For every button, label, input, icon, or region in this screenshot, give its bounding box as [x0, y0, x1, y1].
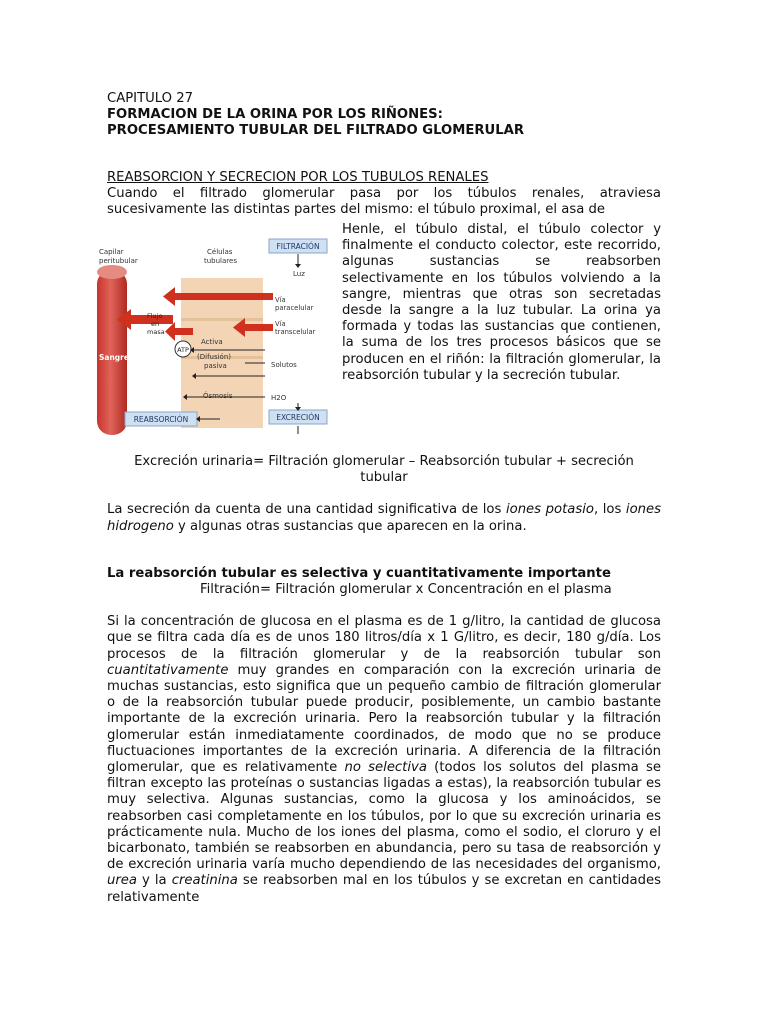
- tubular-transport-figure: [95, 238, 331, 438]
- document-body: [107, 91, 661, 218]
- glucose-text-g: y la: [136, 873, 172, 889]
- sangre-label: Sangre: [99, 353, 129, 362]
- difusion-label: (Difusión): [197, 353, 232, 361]
- secretion-text-a: La secreción da cuenta de una cantidad significativa de los: [107, 502, 506, 518]
- glucose-text-h: creatinina: [171, 873, 238, 889]
- transport-diagram: [95, 238, 331, 438]
- secretion-text-d: iones hidrogeno: [107, 502, 661, 534]
- section-heading-reabsorcion: REABSORCION Y SECRECION POR LOS TUBULOS RENALES: [107, 169, 489, 185]
- document-body-lower: [107, 454, 661, 906]
- glucose-text-i: se reabsorben mal en los túbulos y se excretan en cantidades relativamente: [107, 873, 661, 905]
- glucose-text-a: Si la concentración de glucosa en el plasma es de 1 g/litro, la cantidad de glucosa que se filtra cada día es de unos 180 litros/día x 1 G/litro, es decir, 180 g/día. Los procesos de la filtración glomerular y de la reabsorción tubular son: [107, 614, 661, 662]
- flujo-label-3: masa: [147, 328, 165, 336]
- glucose-text-e: (todos los solutos del plasma se filtran excepto las proteínas o sustancias ligadas a estas), la reabsorción tubular es muy selectiva. Algunas sustancias, como la glucosa y los aminoácidos, se reabsorben casi completamente en los túbulos, por lo que su excreción urinaria es prácticamente nula. Mucho de los iones del plasma, como el sodio, el cloruro y el bicarbonato, también se reabsorben en abundancia, pero su tasa de reabsorción y de excreción urinaria varía mucho dependiendo de las necesidades del organismo,: [107, 760, 661, 873]
- formula-excrecion-line-1: Excreción urinaria= Filtración glomerular – Reabsorción tubular + secreción: [134, 454, 634, 469]
- tubulares-label: tubulares: [204, 257, 237, 265]
- via-paracelular-2: paracelular: [275, 304, 314, 312]
- intro-paragraph: Cuando el filtrado glomerular pasa por los túbulos renales, atraviesa sucesivamente las distintas partes del mismo: el túbulo proximal, el asa de: [107, 185, 661, 218]
- atp-label: ATP: [177, 346, 189, 354]
- formula-filtracion: Filtración= Filtración glomerular x Concentración en el plasma: [200, 582, 612, 598]
- intro-paragraph-continued: Henle, el túbulo distal, el túbulo colector y finalmente el conducto colector, este recorrido, algunas sustancias se reabsorben selectivamente en los túbulos volviendo a la sangre, mientras que otras son secretadas desde la sangre a la luz tubular. La orina ya formada y todas las sustancias que contienen, la suma de los tres procesos básicos que se producen en el riñón: la filtración glomerular, la reabsorción tubular y la secreción tubular.: [342, 222, 661, 383]
- glucose-text-c: muy grandes en comparación con la excreción urinaria de muchas sustancias, esto significa que un pequeño cambio de filtración glomerular o de la reabsorción tubular puede producir, posiblemente, un cambio bastante importante de la excreción urinaria. Pero la reabsorción tubular y la filtración glomerular están inmediatamente coordinados, de modo que no se produce fluctuaciones importantes de la excreción urinaria. A diferencia de la filtración glomerular, que es relativamente: [107, 662, 661, 776]
- secretion-paragraph: [107, 502, 661, 534]
- chapter-label: CAPITULO 27: [107, 91, 194, 106]
- via-transcelular-2: transcelular: [275, 328, 316, 336]
- excrecion-label: EXCRECIÓN: [276, 413, 320, 422]
- glucose-text-f: urea: [107, 873, 137, 889]
- via-paracelular-1: Vía: [275, 296, 286, 304]
- celulas-label: Células: [207, 248, 233, 256]
- solutos-label: Solutos: [271, 361, 297, 369]
- glucose-text-d: no selectiva: [344, 760, 427, 776]
- h2o-label: H2O: [271, 394, 287, 402]
- title-line-1: FORMACION DE LA ORINA POR LOS RIÑONES:: [107, 107, 443, 123]
- intro-wrap-column: [342, 222, 661, 384]
- flujo-label-2: en: [151, 320, 160, 328]
- glucose-text-b: cuantitativamente: [107, 662, 229, 678]
- reabsorcion-label: REABSORCIÓN: [133, 415, 189, 424]
- peritubular-label: peritubular: [99, 257, 138, 265]
- secretion-text-e: y algunas otras sustancias que aparecen en la orina.: [173, 518, 527, 534]
- activa-label: Activa: [201, 338, 223, 346]
- luz-label: Luz: [293, 270, 305, 278]
- pasiva-label: pasiva: [204, 362, 227, 370]
- via-transcelular-1: Vía: [275, 320, 286, 328]
- glucose-paragraph: [107, 614, 661, 906]
- secretion-text-c: , los: [593, 502, 626, 518]
- filtracion-label: FILTRACIÓN: [276, 242, 320, 251]
- title-line-2: PROCESAMIENTO TUBULAR DEL FILTRADO GLOMERULAR: [107, 123, 525, 139]
- secretion-text-b: iones potasio: [505, 502, 594, 518]
- section-heading-selectiva: La reabsorción tubular es selectiva y cuantitativamente importante: [107, 565, 611, 581]
- formula-excrecion-line-2: tubular: [360, 470, 408, 486]
- capilar-label: Capilar: [99, 248, 124, 256]
- osmosis-label: Ósmosis: [203, 392, 233, 400]
- flujo-label-1: Flujo: [147, 312, 163, 320]
